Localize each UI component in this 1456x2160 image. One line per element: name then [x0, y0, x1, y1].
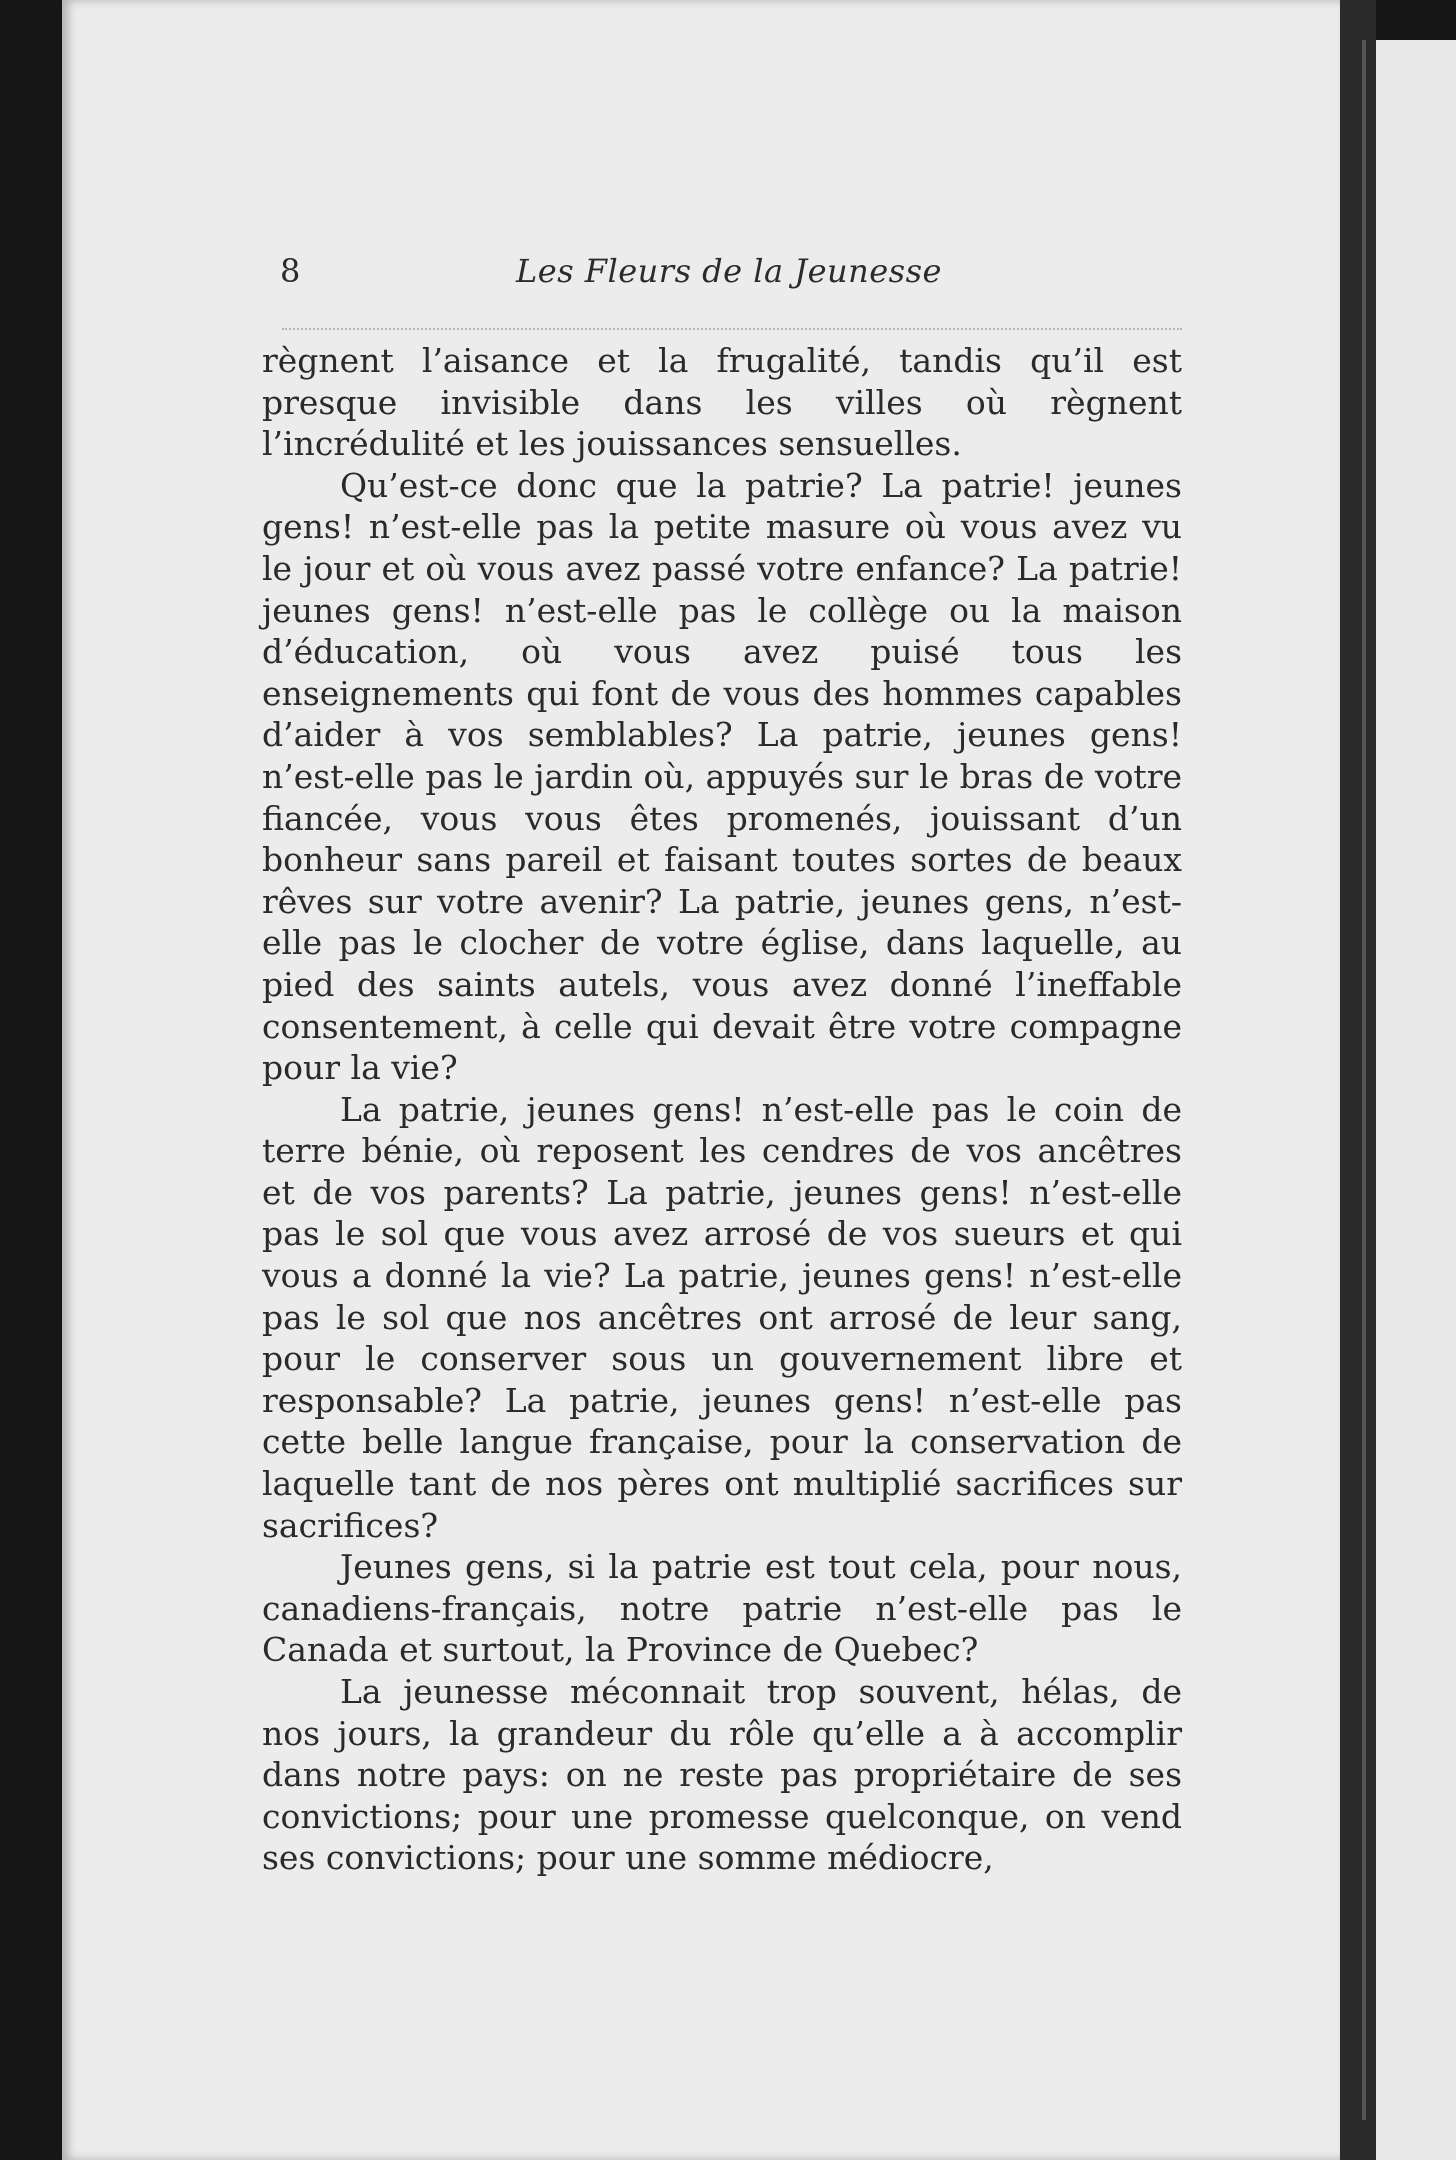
paragraph: Qu’est-ce donc que la patrie? La patrie! jeunes gens! n’est-elle pas la petite masure où vous avez vu le jour et où vous avez passé votre enfance? La patrie! jeunes gens! n’est-elle pas le collège ou la maison d’éducation, où vous avez puisé tous les enseignements qui font de vous des hommes capables d’aider à vos semblables? La patrie, jeunes gens! n’est-elle pas le jardin où, appuyés sur le bras de votre fiancée, vous vous êtes promenés, jouissant d’un bonheur sans pareil et faisant toutes sortes de beaux rêves sur votre avenir? La patrie, jeunes gens, n’est-elle pas le clocher de votre église, dans laquelle, au pied des saints autels, vous avez donné l’ineffable consentement, à celle qui devait être votre compagne pour la vie? — [262, 465, 1182, 1088]
gutter-shadow — [1340, 0, 1376, 2160]
adjacent-page — [1376, 40, 1456, 2160]
page-header — [278, 252, 1178, 312]
paragraph: La jeunesse méconnait trop souvent, hélas, de nos jours, la grandeur du rôle qu’elle a à accomplir dans notre pays: on ne reste pas propriétaire de ses convictions; pour une promesse quelconque, on vend ses convictions; pour une somme médiocre, — [262, 1672, 1182, 1878]
page-body — [262, 340, 1182, 1879]
page-edge — [1362, 40, 1366, 2120]
paragraph: Jeunes gens, si la patrie est tout cela, pour nous, canadiens-français, notre patrie n’est-elle pas le Canada et surtout, la Province de Quebec? — [262, 1547, 1182, 1670]
header-rule — [282, 328, 1182, 330]
paragraph: règnent l’aisance et la frugalité, tandis qu’il est presque invisible dans les villes où règnent l’incrédulité et les jouissances sensuelles. — [262, 341, 1182, 464]
paragraph: La patrie, jeunes gens! n’est-elle pas le coin de terre bénie, où reposent les cendres de vos ancêtres et de vos parents? La patrie, jeunes gens! n’est-elle pas le sol que vous avez arrosé de vos sueurs et qui vous a donné la vie? La patrie, jeunes gens! n’est-elle pas le sol que nos ancêtres ont arrosé de leur sang, pour le conserver sous un gouvernement libre et responsable? La patrie, jeunes gens! n’est-elle pas cette belle langue française, pour la conservation de laquelle tant de nos pères ont multiplié sacrifices sur sacrifices? — [262, 1089, 1182, 1545]
page-number: 8 — [280, 252, 301, 290]
running-title: Les Fleurs de la Jeunesse — [516, 252, 942, 290]
